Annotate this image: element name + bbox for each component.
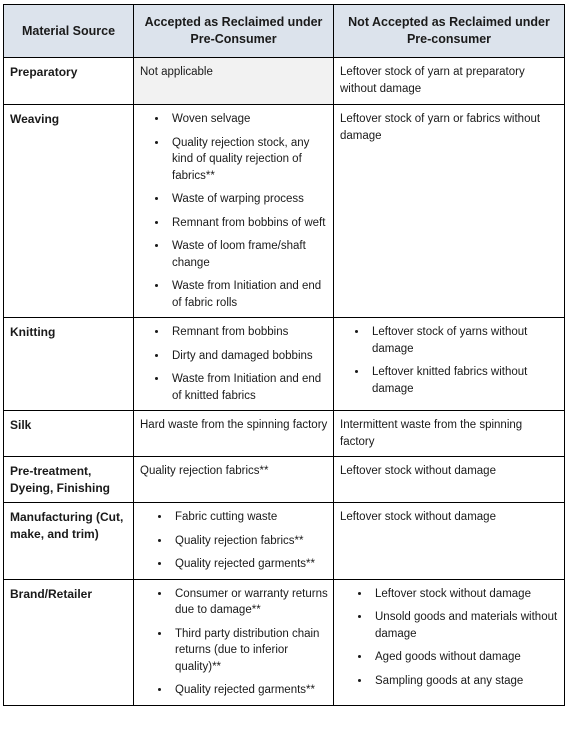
list-item: • Waste from Initiation and end of fabric rolls bbox=[168, 278, 328, 311]
list-item: • Sampling goods at any stage bbox=[371, 673, 559, 690]
not-accepted-cell: Leftover stock without damage bbox=[334, 503, 565, 580]
list-item: • Aged goods without damage bbox=[371, 649, 559, 666]
accepted-list bbox=[140, 324, 328, 404]
list-item: • Quality rejected garments** bbox=[171, 682, 328, 699]
not-accepted-cell: Leftover stock of yarn at preparatory without damage bbox=[334, 58, 565, 105]
table-row bbox=[4, 457, 565, 503]
list-item: • Waste from Initiation and end of knitted fabrics bbox=[168, 371, 328, 404]
list-item: • Leftover stock without damage bbox=[371, 586, 559, 603]
list-item: • Remnant from bobbins of weft bbox=[168, 215, 328, 232]
not-accepted-list bbox=[340, 324, 559, 397]
accepted-cell bbox=[134, 105, 334, 318]
material-source-cell: Brand/Retailer bbox=[4, 579, 134, 705]
table-row bbox=[4, 503, 565, 580]
accepted-list bbox=[140, 509, 328, 573]
accepted-list bbox=[140, 586, 328, 699]
table-row bbox=[4, 411, 565, 457]
accepted-cell: Not applicable bbox=[134, 58, 334, 105]
accepted-cell bbox=[134, 579, 334, 705]
list-item: • Woven selvage bbox=[168, 111, 328, 128]
list-item: • Fabric cutting waste bbox=[171, 509, 328, 526]
not-accepted-cell bbox=[334, 318, 565, 411]
header-not-accepted: Not Accepted as Reclaimed under Pre-consumer bbox=[334, 5, 565, 58]
list-item: • Waste of loom frame/shaft change bbox=[168, 238, 328, 271]
accepted-cell bbox=[134, 318, 334, 411]
list-item: • Quality rejected garments** bbox=[171, 556, 328, 573]
table-row bbox=[4, 318, 565, 411]
header-row bbox=[4, 5, 565, 58]
not-accepted-list bbox=[340, 586, 559, 690]
list-item: • Unsold goods and materials without damage bbox=[371, 609, 559, 642]
material-source-cell: Silk bbox=[4, 411, 134, 457]
list-item: • Leftover knitted fabrics without damage bbox=[368, 364, 559, 397]
list-item: • Quality rejection stock, any kind of quality rejection of fabrics** bbox=[168, 135, 328, 185]
table-row bbox=[4, 579, 565, 705]
material-source-cell: Manufacturing (Cut, make, and trim) bbox=[4, 503, 134, 580]
accepted-cell: Quality rejection fabrics** bbox=[134, 457, 334, 503]
accepted-cell: Hard waste from the spinning factory bbox=[134, 411, 334, 457]
not-accepted-cell bbox=[334, 579, 565, 705]
list-item: • Quality rejection fabrics** bbox=[171, 533, 328, 550]
table-row bbox=[4, 105, 565, 318]
list-item: • Dirty and damaged bobbins bbox=[168, 348, 328, 365]
not-accepted-cell: Leftover stock without damage bbox=[334, 457, 565, 503]
header-material-source: Material Source bbox=[4, 5, 134, 58]
accepted-list bbox=[140, 111, 328, 311]
material-source-cell: Preparatory bbox=[4, 58, 134, 105]
list-item: • Waste of warping process bbox=[168, 191, 328, 208]
accepted-cell bbox=[134, 503, 334, 580]
list-item: • Third party distribution chain returns (due to inferior quality)** bbox=[171, 626, 328, 676]
table-row bbox=[4, 58, 565, 105]
material-source-table bbox=[3, 4, 565, 706]
header-accepted: Accepted as Reclaimed under Pre-Consumer bbox=[134, 5, 334, 58]
material-source-cell: Weaving bbox=[4, 105, 134, 318]
not-accepted-cell: Leftover stock of yarn or fabrics without damage bbox=[334, 105, 565, 318]
material-source-cell: Pre-treatment, Dyeing, Finishing bbox=[4, 457, 134, 503]
not-accepted-cell: Intermittent waste from the spinning factory bbox=[334, 411, 565, 457]
list-item: • Leftover stock of yarns without damage bbox=[368, 324, 559, 357]
list-item: • Remnant from bobbins bbox=[168, 324, 328, 341]
list-item: • Consumer or warranty returns due to damage** bbox=[171, 586, 328, 619]
material-source-cell: Knitting bbox=[4, 318, 134, 411]
